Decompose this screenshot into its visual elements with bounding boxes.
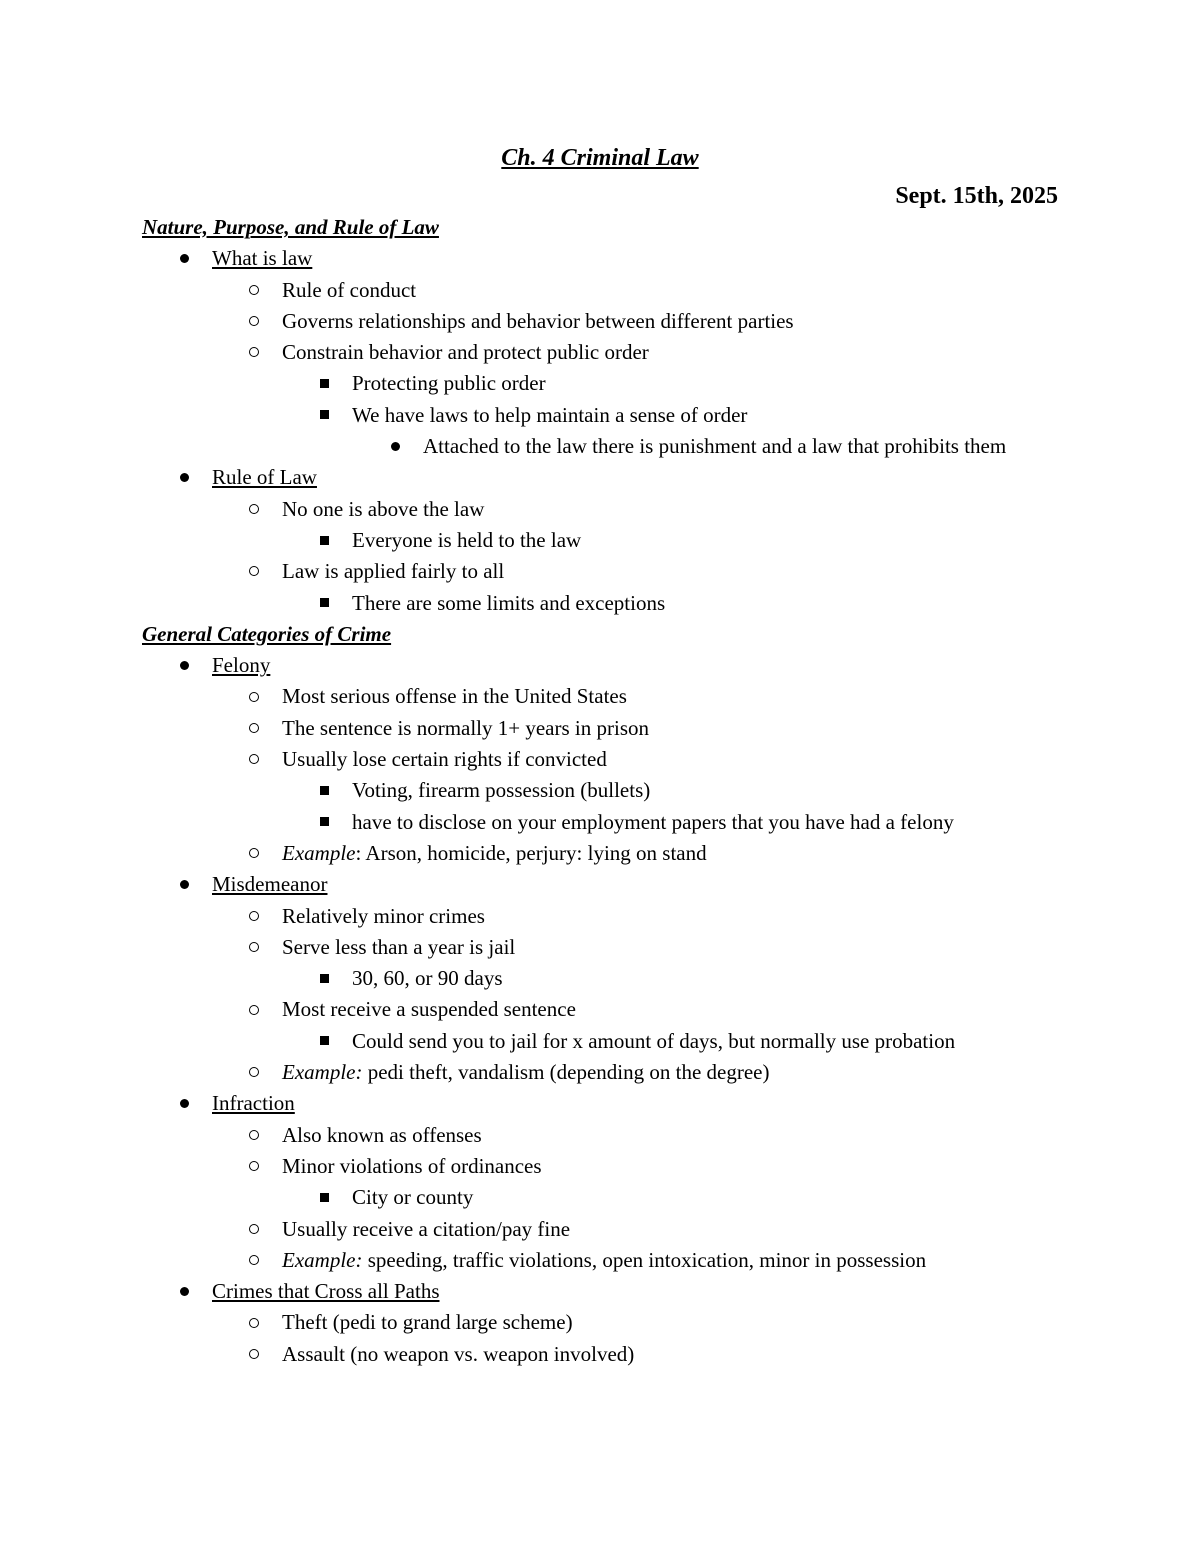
list-item-text: Assault (no weapon vs. weapon involved) xyxy=(282,1341,635,1366)
list-item xyxy=(142,744,1062,775)
topic-label: Infraction xyxy=(212,1091,295,1116)
bullet-circle-icon xyxy=(244,275,264,306)
list-item-text: Rule of conduct xyxy=(282,277,417,302)
list-item-text: Minor violations of ordinances xyxy=(282,1153,542,1178)
list-item xyxy=(142,1245,1062,1276)
list-item xyxy=(142,807,1062,838)
document-date: Sept. 15th, 2025 xyxy=(895,183,1058,209)
list-item-text: There are some limits and exceptions xyxy=(352,590,666,615)
list-item xyxy=(142,275,1062,306)
bullet-square-icon xyxy=(314,807,334,838)
bullet-circle-icon xyxy=(244,744,264,775)
bullet-circle-icon xyxy=(244,1245,264,1276)
list-item-text: Constrain behavior and protect public order xyxy=(282,340,649,365)
list-item xyxy=(142,1307,1062,1338)
bullet-dot-icon xyxy=(385,431,405,462)
list-item xyxy=(142,588,1062,619)
bullet-circle-icon xyxy=(244,1214,264,1245)
notes-content xyxy=(142,212,1062,1370)
bullet-square-icon xyxy=(314,1026,334,1057)
list-item xyxy=(142,1026,1062,1057)
bullet-dot-icon xyxy=(174,462,194,493)
list-item xyxy=(142,932,1062,963)
list-item-text: We have laws to help maintain a sense of order xyxy=(352,402,748,427)
list-item xyxy=(142,243,1062,274)
list-item xyxy=(142,650,1062,681)
bullet-square-icon xyxy=(314,525,334,556)
list-item-text: : Arson, homicide, perjury: lying on stand xyxy=(355,840,707,865)
bullet-circle-icon xyxy=(244,1307,264,1338)
list-item-text: No one is above the law xyxy=(282,496,485,521)
list-item xyxy=(142,1151,1062,1182)
bullet-circle-icon xyxy=(244,1120,264,1151)
list-item-text: Could send you to jail for x amount of days, but normally use probation xyxy=(352,1028,956,1053)
bullet-circle-icon xyxy=(244,306,264,337)
bullet-square-icon xyxy=(314,1182,334,1213)
list-item-text: Serve less than a year is jail xyxy=(282,934,516,959)
list-item-text: City or county xyxy=(352,1185,474,1210)
bullet-circle-icon xyxy=(244,681,264,712)
list-item xyxy=(142,1214,1062,1245)
list-item xyxy=(142,681,1062,712)
bullet-square-icon xyxy=(314,775,334,806)
list-item xyxy=(142,775,1062,806)
topic-label: What is law xyxy=(212,246,313,271)
bullet-circle-icon xyxy=(244,1057,264,1088)
example-label: Example: xyxy=(282,1060,363,1085)
list-item xyxy=(142,869,1062,900)
bullet-dot-icon xyxy=(174,243,194,274)
list-item xyxy=(142,838,1062,869)
list-item-text: Most serious offense in the United States xyxy=(282,684,627,709)
topic-label: Rule of Law xyxy=(212,465,317,490)
list-item-text: Usually receive a citation/pay fine xyxy=(282,1216,571,1241)
list-item-text: Law is applied fairly to all xyxy=(282,559,505,584)
list-item xyxy=(142,901,1062,932)
document-title: Ch. 4 Criminal Law xyxy=(501,145,699,171)
list-item-text: Protecting public order xyxy=(352,371,546,396)
list-item xyxy=(142,1088,1062,1119)
list-item-text: have to disclose on your employment papers that you have had a felony xyxy=(352,809,954,834)
list-item xyxy=(142,1120,1062,1151)
bullet-circle-icon xyxy=(244,932,264,963)
section-heading: General Categories of Crime xyxy=(142,621,392,646)
list-item xyxy=(142,494,1062,525)
list-item xyxy=(142,337,1062,368)
list-item-text: pedi theft, vandalism (depending on the degree) xyxy=(362,1060,770,1085)
bullet-circle-icon xyxy=(244,1339,264,1370)
example-label: Example: xyxy=(282,1247,363,1272)
bullet-circle-icon xyxy=(244,994,264,1025)
list-item xyxy=(142,713,1062,744)
topic-label: Crimes that Cross all Paths xyxy=(212,1279,440,1304)
list-item xyxy=(142,556,1062,587)
list-item xyxy=(142,525,1062,556)
section-heading: Nature, Purpose, and Rule of Law xyxy=(142,215,439,239)
bullet-dot-icon xyxy=(174,650,194,681)
topic-label: Felony xyxy=(212,653,271,678)
bullet-square-icon xyxy=(314,588,334,619)
bullet-circle-icon xyxy=(244,713,264,744)
list-item xyxy=(142,431,1062,462)
list-item xyxy=(142,462,1062,493)
bullet-circle-icon xyxy=(244,556,264,587)
example-label: Example xyxy=(282,840,356,865)
list-item xyxy=(142,368,1062,399)
list-item-text: 30, 60, or 90 days xyxy=(352,966,503,991)
bullet-circle-icon xyxy=(244,901,264,932)
list-item-text: Attached to the law there is punishment and a law that prohibits them xyxy=(423,434,1007,459)
bullet-circle-icon xyxy=(244,838,264,869)
list-item xyxy=(142,1057,1062,1088)
bullet-square-icon xyxy=(314,368,334,399)
list-item-text: Governs relationships and behavior between different parties xyxy=(282,308,794,333)
list-item-text: Everyone is held to the law xyxy=(352,527,582,552)
list-item xyxy=(142,1339,1062,1370)
list-item-text: The sentence is normally 1+ years in prison xyxy=(282,715,649,740)
list-item xyxy=(142,306,1062,337)
bullet-square-icon xyxy=(314,963,334,994)
bullet-dot-icon xyxy=(174,1088,194,1119)
list-item-text: Most receive a suspended sentence xyxy=(282,997,576,1022)
list-item xyxy=(142,400,1062,431)
list-item-text: Usually lose certain rights if convicted xyxy=(282,747,607,772)
list-item xyxy=(142,1276,1062,1307)
list-item-text: Voting, firearm possession (bullets) xyxy=(352,778,651,803)
bullet-dot-icon xyxy=(174,869,194,900)
bullet-circle-icon xyxy=(244,337,264,368)
list-item-text: Also known as offenses xyxy=(282,1122,482,1147)
bullet-dot-icon xyxy=(174,1276,194,1307)
list-item-text: Theft (pedi to grand large scheme) xyxy=(282,1310,573,1335)
list-item xyxy=(142,994,1062,1025)
list-item xyxy=(142,1182,1062,1213)
list-item xyxy=(142,963,1062,994)
list-item-text: speeding, traffic violations, open intoxication, minor in possession xyxy=(362,1247,927,1272)
list-item-text: Relatively minor crimes xyxy=(282,903,485,928)
bullet-square-icon xyxy=(314,400,334,431)
topic-label: Misdemeanor xyxy=(212,872,328,897)
bullet-circle-icon xyxy=(244,494,264,525)
bullet-circle-icon xyxy=(244,1151,264,1182)
